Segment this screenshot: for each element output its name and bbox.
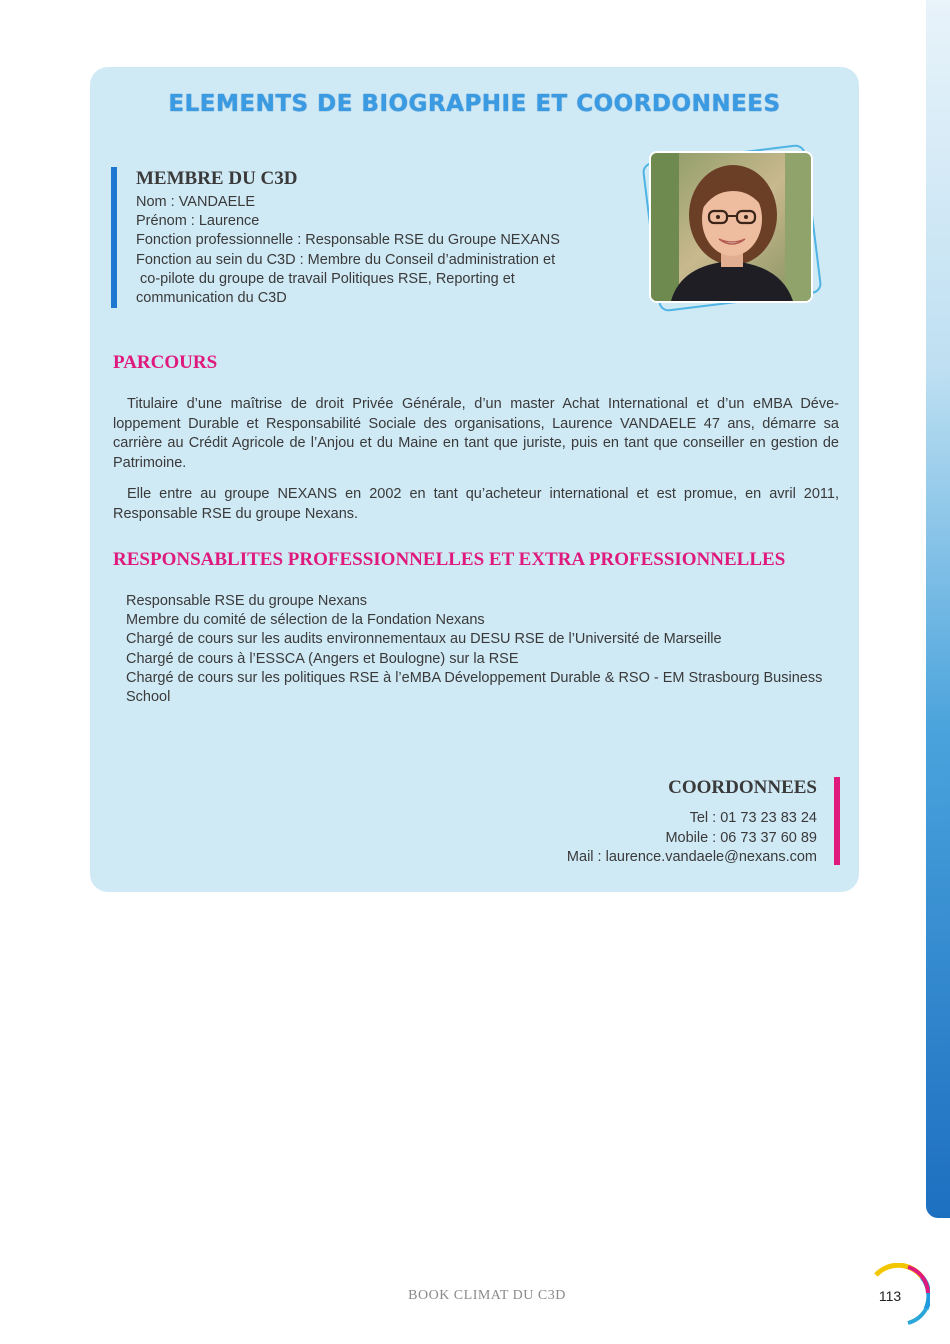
responsabilites-list — [126, 592, 840, 707]
member-job: Fonction professionnelle : Responsable RSE du Groupe NEXANS — [136, 232, 560, 249]
parcours-paragraph-2: Elle entre au groupe NEXANS en 2002 en tant qu’acheteur international et est promue, en avril 2011, Responsable RSE du groupe Nexans. — [113, 486, 839, 522]
parcours-paragraph-1: Titulaire d’une maîtrise de droit Privée Générale, d’un master Achat International et d’un eMBA Déve- loppement Durable et Responsabilité Sociale des organisations, Laurence VANDAELE 47 ans, démarre sa carrière au Crédit Agricole de l’Anjou et du Maine en tant que juriste, puis en tant que conseiller en gestion de Patrimoine. — [113, 396, 839, 471]
member-role-line-1: Fonction au sein du C3D : Membre du Conseil d’administration et — [136, 251, 556, 268]
contact-tel: Tel : 01 73 23 83 24 — [689, 810, 817, 826]
member-firstname: Prénom : Laurence — [136, 213, 260, 230]
portrait-photo — [646, 149, 818, 309]
member-role-line-3: communication du C3D — [136, 290, 287, 307]
responsabilites-heading: RESPONSABLITES PROFESSIONNELLES ET EXTRA PROFESSIONNELLES — [113, 549, 786, 570]
footer-book-title: BOOK CLIMAT DU C3D — [408, 1288, 566, 1303]
page-number-badge — [868, 1263, 930, 1325]
member-heading: MEMBRE DU C3D — [136, 168, 298, 189]
list-item: Chargé de cours sur les politiques RSE à l’eMBA Développement Durable & RSO - EM Strasbourg Business School — [126, 669, 823, 706]
contact-mail: Mail : laurence.vandaele@nexans.com — [566, 849, 817, 865]
list-item: Chargé de cours à l’ESSCA (Angers et Boulogne) sur la RSE — [126, 650, 519, 667]
portrait-illustration — [651, 153, 811, 301]
portrait-image — [649, 151, 813, 303]
page-title: ELEMENTS DE BIOGRAPHIE ET COORDONNEES — [168, 91, 781, 117]
contact-block — [440, 777, 840, 865]
list-item: Responsable RSE du groupe Nexans — [126, 593, 368, 609]
parcours-heading: PARCOURS — [113, 352, 218, 373]
member-block — [111, 167, 591, 308]
member-name: Nom : VANDAELE — [136, 194, 255, 210]
list-item: Chargé de cours sur les audits environnementaux au DESU RSE de l’Université de Marseille — [126, 631, 722, 648]
page-number: 113 — [878, 1288, 902, 1304]
biography-card — [90, 67, 859, 892]
side-decor-stripe — [926, 0, 950, 1218]
contact-heading: COORDONNEES — [668, 777, 817, 798]
contact-mobile: Mobile : 06 73 37 60 89 — [665, 829, 817, 846]
member-role-line-2: co-pilote du groupe de travail Politiques RSE, Reporting et — [136, 270, 515, 287]
list-item: Membre du comité de sélection de la Fondation Nexans — [126, 612, 485, 629]
